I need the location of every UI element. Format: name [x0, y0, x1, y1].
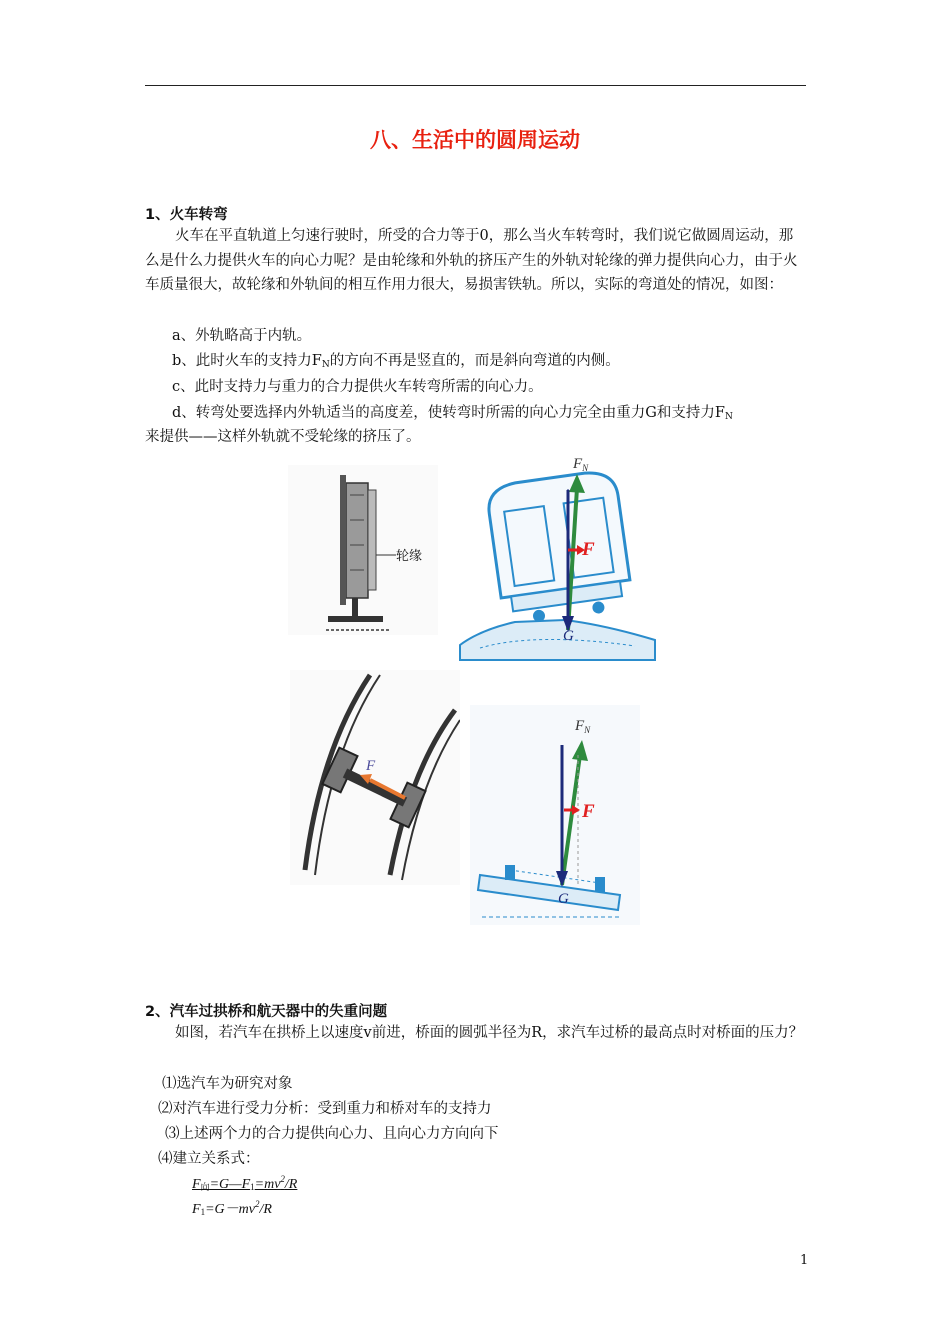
wheel-flange-label: 轮缘: [396, 548, 423, 563]
svg-text:FN: $F_N$: [573, 456, 589, 473]
page-number: 1: [800, 1253, 809, 1268]
section-2-paragraph: 如图，若汽车在拱桥上以速度v前进，桥面的圆弧半径为R，求汽车过桥的最高点时对桥面的压力？: [175, 1025, 804, 1041]
step-1: ⑴选汽车为研究对象: [162, 1076, 293, 1092]
svg-text:F: F: [366, 758, 376, 774]
curved-track-diagram: [290, 670, 460, 885]
item-b: b、此时火车的支持力$F_N$的方向不再是竖直的，而是斜向弯道的内侧。: [172, 353, 620, 370]
section-1-paragraph: 火车在平直轨道上匀速行驶时，所受的合力等于0，那么当火车转弯时，我们说它做圆周运动，那么是什么力提供火车的向心力呢？是由轮缘和外轨的挤压产生的外轨对轮缘的弹力提供向心力，由于火车质量很大，故轮缘和外轨间的相互作用力很大，易损害铁轨。所以，实际的弯道处的情况，如图：: [145, 228, 798, 293]
svg-text:G: G: [563, 628, 574, 644]
svg-text:G: G: [558, 891, 569, 907]
item-a: a、外轨略高于内轨。: [172, 328, 312, 344]
page-title: 八、生活中的圆周运动: [370, 128, 580, 152]
formula-1: $F_向=G—F_1=mv^2/R$: [192, 1174, 298, 1192]
item-d-continued: 来提供——这样外轨就不受轮缘的挤压了。: [145, 429, 421, 445]
section-1-heading: 1、火车转弯: [145, 207, 228, 223]
formula-2: $F_1=G-mv^2/R$: [192, 1199, 272, 1217]
section-2-heading: 2、汽车过拱桥和航天器中的失重问题: [145, 1004, 388, 1020]
step-2: ⑵对汽车进行受力分析：受到重力和桥对车的支持力: [158, 1101, 492, 1117]
header-rule: [145, 85, 806, 86]
tilted-track-force-diagram: [470, 705, 640, 925]
svg-text:F: F: [582, 539, 595, 560]
svg-text:FN: $F_N$: [575, 718, 591, 735]
step-3: ⑶上述两个力的合力提供向心力、且向心力方向向下: [165, 1126, 499, 1142]
train-force-diagram: [455, 450, 660, 665]
step-4: ⑷建立关系式：: [158, 1151, 260, 1167]
svg-text:F: F: [582, 801, 595, 822]
item-c: c、此时支持力与重力的合力提供火车转弯所需的向心力。: [172, 379, 543, 395]
wheel-flange-diagram: [288, 465, 438, 635]
item-d: d、转弯处要选择内外轨适当的高度差，使转弯时所需的向心力完全由重力G和支持力$F_N$: [172, 405, 733, 422]
